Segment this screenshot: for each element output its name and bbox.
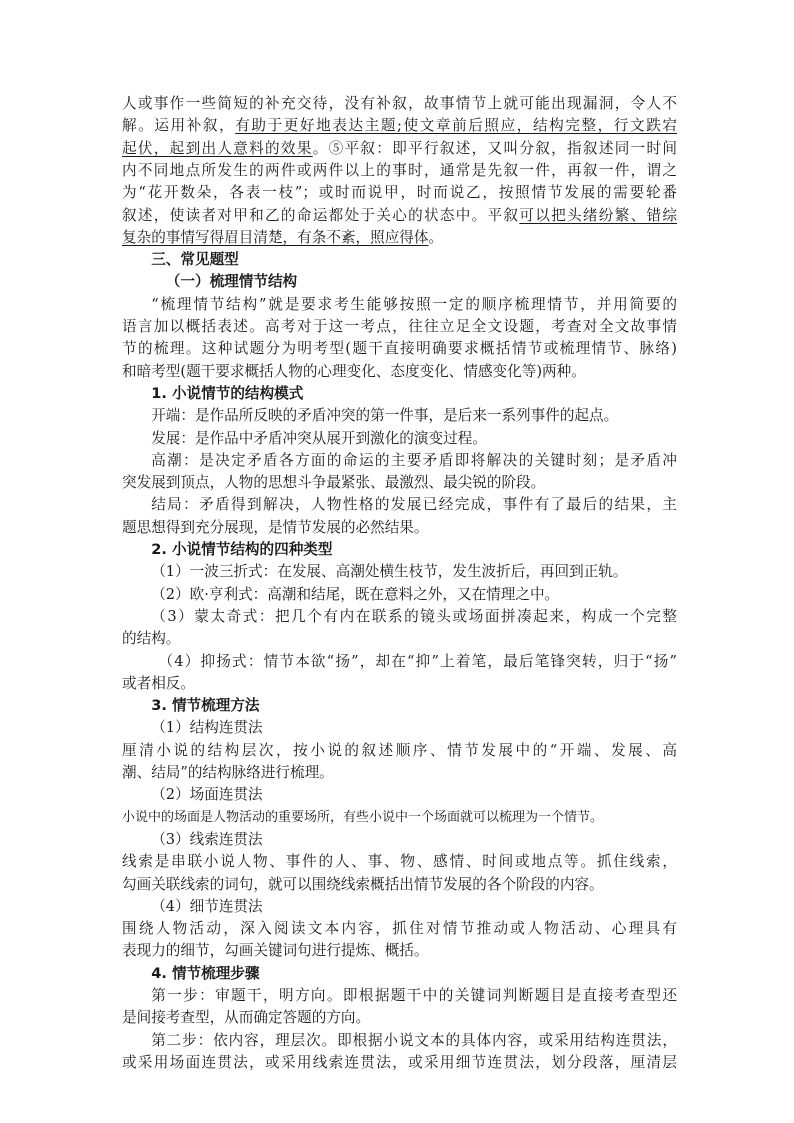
heading-text: 1. 小说情节的结构模式 xyxy=(151,384,304,402)
text-line xyxy=(122,294,677,316)
text-line xyxy=(122,539,677,561)
text-line xyxy=(122,762,677,784)
text-segment: 小说中的场面是人物活动的重要场所，有些小说中一个场面就可以梳理为一个情节。 xyxy=(122,809,604,825)
text-segment: （3）线索连贯法 xyxy=(151,830,263,848)
text-line xyxy=(122,249,677,271)
text-segment: （2）欧·亨利式：高潮和结尾，既在意料之外，又在情理之中。 xyxy=(151,585,560,603)
text-line xyxy=(122,918,677,940)
text-line xyxy=(122,606,677,628)
heading-text: 2. 小说情节结构的四种类型 xyxy=(151,541,333,558)
text-segment: 勾画关联线索的词句，就可以围绕线索概括出情节发展的各个阶段的内容。 xyxy=(122,875,604,893)
text-segment: 表现力的细节，勾画关键词句进行提炼、概括。 xyxy=(122,942,429,960)
text-segment: 为“花开数朵，各表一枝”；或时而说甲，时而说乙，按照情节发展的需要轮番 xyxy=(122,184,677,202)
text-segment: （1）一波三折式：在发展、高潮处横生枝节，发生波折后，再回到正轨。 xyxy=(151,563,628,581)
text-segment: 潮、结局”的结构脉络进行梳理。 xyxy=(122,764,334,781)
underlined-text: 可以把头绪纷繁、错综 xyxy=(519,206,677,224)
text-line xyxy=(122,227,677,249)
text-segment: 和暗考型(题干要求概括人物的心理变化、态度变化、情感变化等)两种。 xyxy=(122,362,586,380)
text-segment: 高潮：是决定矛盾各方面的命运的主要矛盾即将解决的关键时刻；是矛盾冲 xyxy=(151,451,677,469)
text-segment: 。⑤平叙：即平行叙述，又叫分叙，指叙述同一时间 xyxy=(312,139,677,157)
text-line xyxy=(122,494,677,516)
text-segment: 。 xyxy=(428,228,444,246)
text-line xyxy=(122,673,677,695)
text-line xyxy=(122,963,677,985)
text-line xyxy=(122,896,677,918)
text-line xyxy=(122,628,677,650)
text-segment: 叙述，使读者对甲和乙的命运都处于关心的状态中。平叙 xyxy=(122,206,520,224)
underlined-text: 有助于更好地表达主题;使文章前后照应，结构完整，行文跌宕 xyxy=(235,117,677,135)
text-line xyxy=(122,851,677,873)
text-segment: 第二步：依内容，理层次。即根据小说文本的具体内容，或采用结构连贯法， xyxy=(151,1031,677,1049)
text-segment: 突发展到顶点，人物的思想斗争最紧张、最激烈、最尖锐的阶段。 xyxy=(122,474,546,492)
text-line xyxy=(122,271,677,293)
text-segment: 的结构。 xyxy=(122,630,181,648)
text-segment: 厘清小说的结构层次，按小说的叙述顺序、情节发展中的“开端、发展、高 xyxy=(122,741,677,759)
text-segment: 开端：是作品所反映的矛盾冲突的第一件事，是后来一系列事件的起点。 xyxy=(151,407,619,425)
text-segment: （4）细节连贯法 xyxy=(151,897,263,915)
heading-text: （一）梳理情节结构 xyxy=(165,273,298,291)
text-segment: （4）抑扬式：情节本欲“扬”，却在“抑”上着笔，最后笔锋突转，归于“扬” xyxy=(158,652,677,670)
text-line xyxy=(122,338,677,360)
text-line xyxy=(122,985,677,1007)
text-line xyxy=(122,205,677,227)
text-segment: 围绕人物活动，深入阅读文本内容，抓住对情节推动或人物活动、心理具有 xyxy=(122,920,677,938)
text-segment: （1）结构连贯法 xyxy=(151,719,263,737)
text-segment: （3）蒙太奇式：把几个有内在联系的镜头或场面拼凑起来，构成一个完整 xyxy=(151,607,677,625)
text-segment: 或采用场面连贯法，或采用线索连贯法，或采用细节连贯法，划分段落，厘清层 xyxy=(122,1053,677,1071)
text-line xyxy=(122,940,677,962)
text-segment: 语言加以概括表述。高考对于这一考点，往往立足全文设题，考查对全文故事情 xyxy=(122,318,677,335)
text-line xyxy=(122,651,677,673)
text-line xyxy=(122,829,677,851)
text-line xyxy=(122,405,677,427)
text-segment: （2）场面连贯法 xyxy=(151,786,263,804)
text-line xyxy=(122,807,677,829)
heading-text: 3. 情节梳理方法 xyxy=(151,697,260,715)
text-line xyxy=(122,93,677,115)
text-line xyxy=(122,561,677,583)
text-line xyxy=(122,1007,677,1029)
text-line xyxy=(122,717,677,739)
text-line xyxy=(122,450,677,472)
underlined-text: 复杂的事情写得眉目清楚，有条不紊，照应得体 xyxy=(122,228,429,246)
text-segment: 发展：是作品中矛盾冲突从展开到激化的演变过程。 xyxy=(151,429,487,447)
text-segment: 人或事作一些简短的补充交待，没有补叙，故事情节上就可能出现漏洞，令人不 xyxy=(122,95,677,112)
heading-text: 三、常见题型 xyxy=(151,251,239,269)
underlined-text: 起伏，起到出人意料的效果 xyxy=(122,139,313,157)
text-line xyxy=(122,695,677,717)
text-line xyxy=(122,472,677,494)
heading-text: 4. 情节梳理步骤 xyxy=(151,964,260,982)
text-segment: 或者相反。 xyxy=(122,674,195,692)
text-segment: 是间接考查型，从而确定答题的方向。 xyxy=(122,1009,371,1027)
text-line xyxy=(122,383,677,405)
text-segment: 内不同地点所发生的两件或两件以上的事时，通常是先叙一件，再叙一件，谓之 xyxy=(122,161,677,179)
text-segment: 节的梳理。这种试题分为明考型(题干直接明确要求概括情节或梳理情节、脉络) xyxy=(122,340,677,358)
text-line xyxy=(122,740,677,762)
text-line xyxy=(122,316,677,338)
text-segment: 结局：矛盾得到解决，人物性格的发展已经完成，事件有了最后的结果，主 xyxy=(151,496,677,514)
text-line xyxy=(122,784,677,806)
text-segment: 第一步：审题干，明方向。即根据题干中的关键词判断题目是直接考查型还 xyxy=(151,987,677,1004)
text-line xyxy=(122,361,677,383)
text-segment: “梳理情节结构”就是要求考生能够按照一定的顺序梳理情节，并用简要的 xyxy=(151,295,677,313)
text-line xyxy=(122,115,677,137)
text-line xyxy=(122,1052,677,1074)
text-segment: 解。运用补叙， xyxy=(122,117,236,135)
text-line xyxy=(122,874,677,896)
text-segment: 线索是串联小说人物、事件的人、事、物、感情、时间或地点等。抓住线索， xyxy=(122,853,677,871)
text-line xyxy=(122,138,677,160)
text-segment: 题思想得到充分展现，是情节发展的必然结果。 xyxy=(122,518,429,536)
text-line xyxy=(122,160,677,182)
text-line xyxy=(122,1030,677,1052)
text-line xyxy=(122,182,677,204)
text-line xyxy=(122,584,677,606)
text-line xyxy=(122,517,677,539)
text-line xyxy=(122,428,677,450)
